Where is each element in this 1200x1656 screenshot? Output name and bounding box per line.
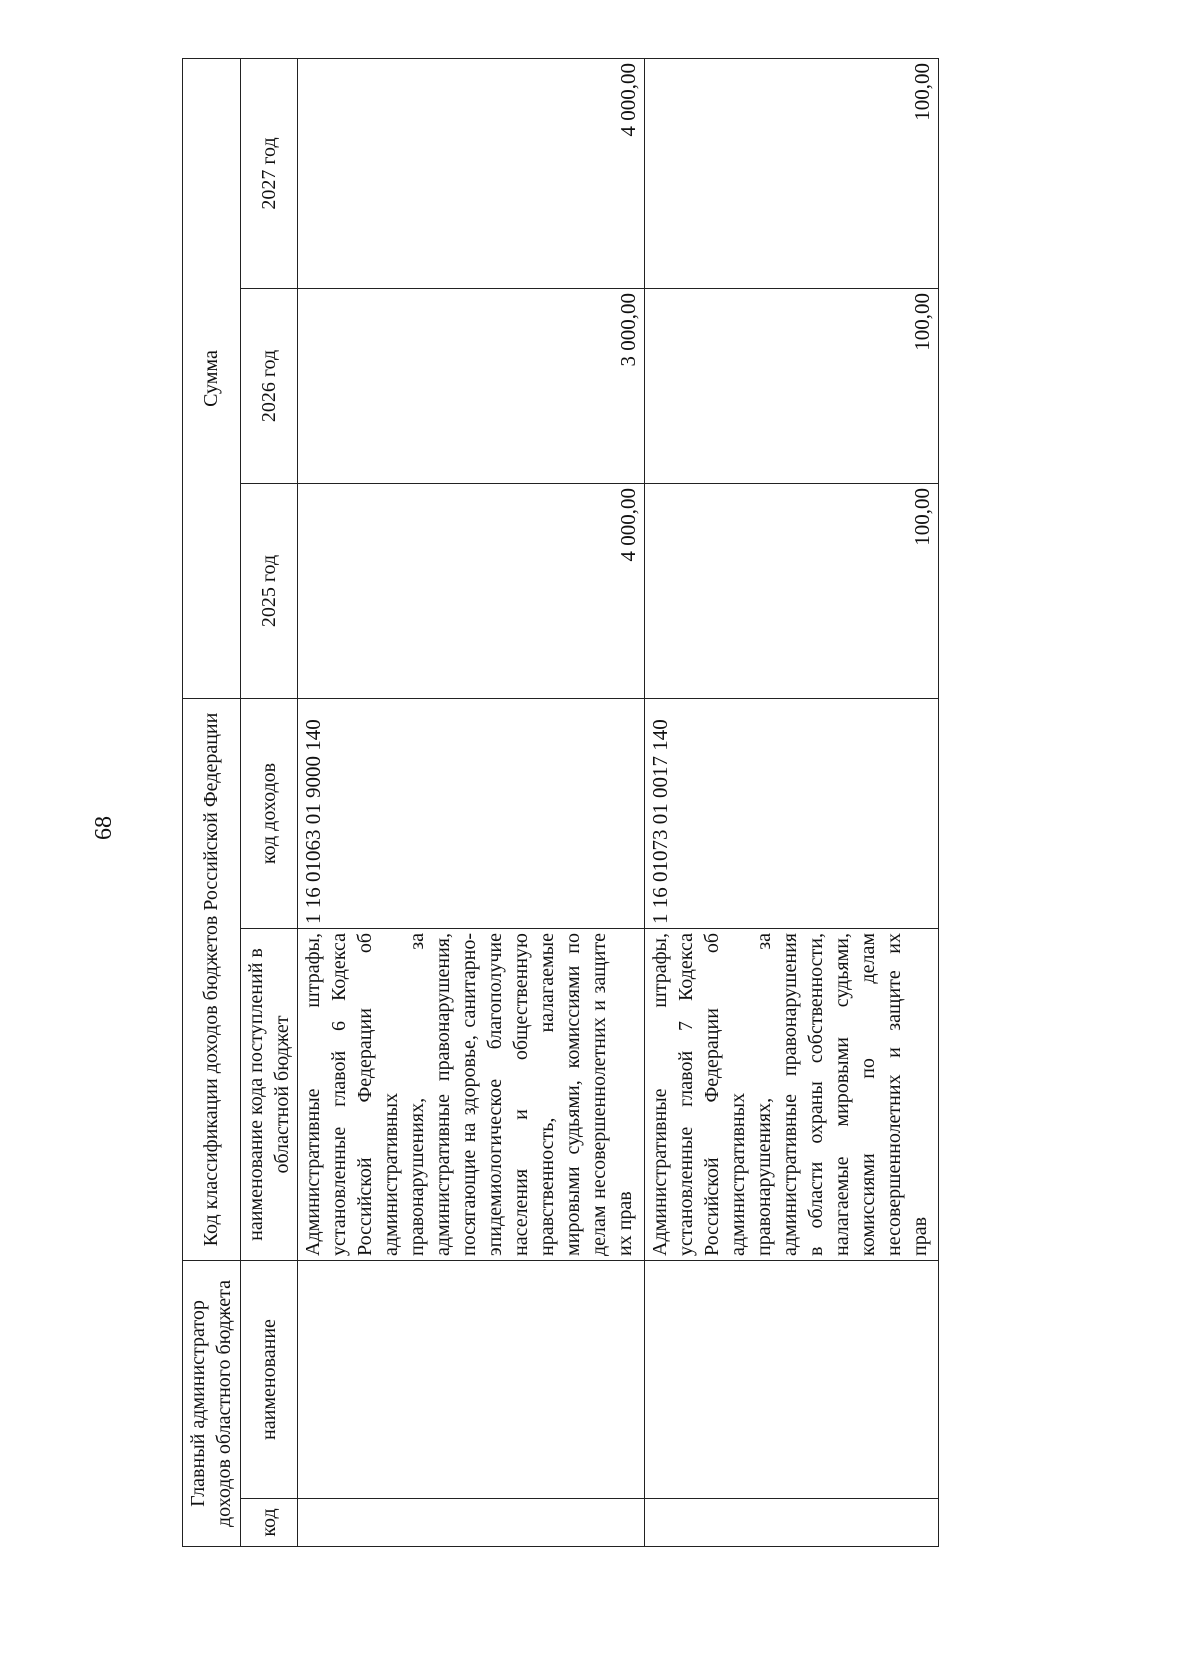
budget-revenue-table [182, 58, 939, 1547]
header-row-1 [183, 58, 241, 1546]
header-name: наименование [240, 1261, 298, 1499]
header-income-name: наименование кода поступлений в областной бюджет [240, 929, 298, 1261]
header-row-2 [240, 58, 298, 1546]
header-year-2026: 2026 год [240, 289, 298, 484]
header-classification-group: Код классификации доходов бюджетов Российской Федерации [183, 699, 241, 1261]
row-admin-code [644, 1499, 938, 1547]
row-admin-name [644, 1261, 938, 1499]
page-number: 68 [91, 816, 117, 840]
rotated-table-container [182, 59, 939, 1547]
table-row [644, 58, 938, 1546]
row-income-code: 1 16 01073 01 0017 140 [644, 699, 938, 929]
row-sum-2025: 100,00 [644, 484, 938, 699]
row-sum-2026: 3 000,00 [298, 289, 645, 484]
header-code: код [240, 1499, 298, 1547]
header-admin-group: Главный администратор доходов областного бюджета [183, 1261, 241, 1547]
row-income-name: Административные штрафы, установленные главой 7 Кодекса Российской Федерации об административных правонарушениях, за административные правонарушения в области охраны собственности, налагаемые мировыми судьями, комиссиями по делам несовершеннолетних и защите их прав [644, 929, 938, 1261]
header-income-code: код доходов [240, 699, 298, 929]
table-row [298, 58, 645, 1546]
row-income-code: 1 16 01063 01 9000 140 [298, 699, 645, 929]
header-year-2027: 2027 год [240, 58, 298, 288]
row-admin-code [298, 1499, 645, 1547]
row-sum-2025: 4 000,00 [298, 484, 645, 699]
row-sum-2026: 100,00 [644, 289, 938, 484]
header-sum-group: Сумма [183, 58, 241, 698]
row-income-name: Административные штрафы, установленные главой 6 Кодекса Российской Федерации об административных правонарушениях, за административные правонарушения, посягающие на здоровье, санитарно-эпидемиологическое благополучие населения и общественную нравственность, налагаемые мировыми судьями, комиссиями по делам несовершеннолетних и защите их прав [298, 929, 645, 1261]
row-sum-2027: 4 000,00 [298, 58, 645, 288]
header-year-2025: 2025 год [240, 484, 298, 699]
row-admin-name [298, 1261, 645, 1499]
row-sum-2027: 100,00 [644, 58, 938, 288]
